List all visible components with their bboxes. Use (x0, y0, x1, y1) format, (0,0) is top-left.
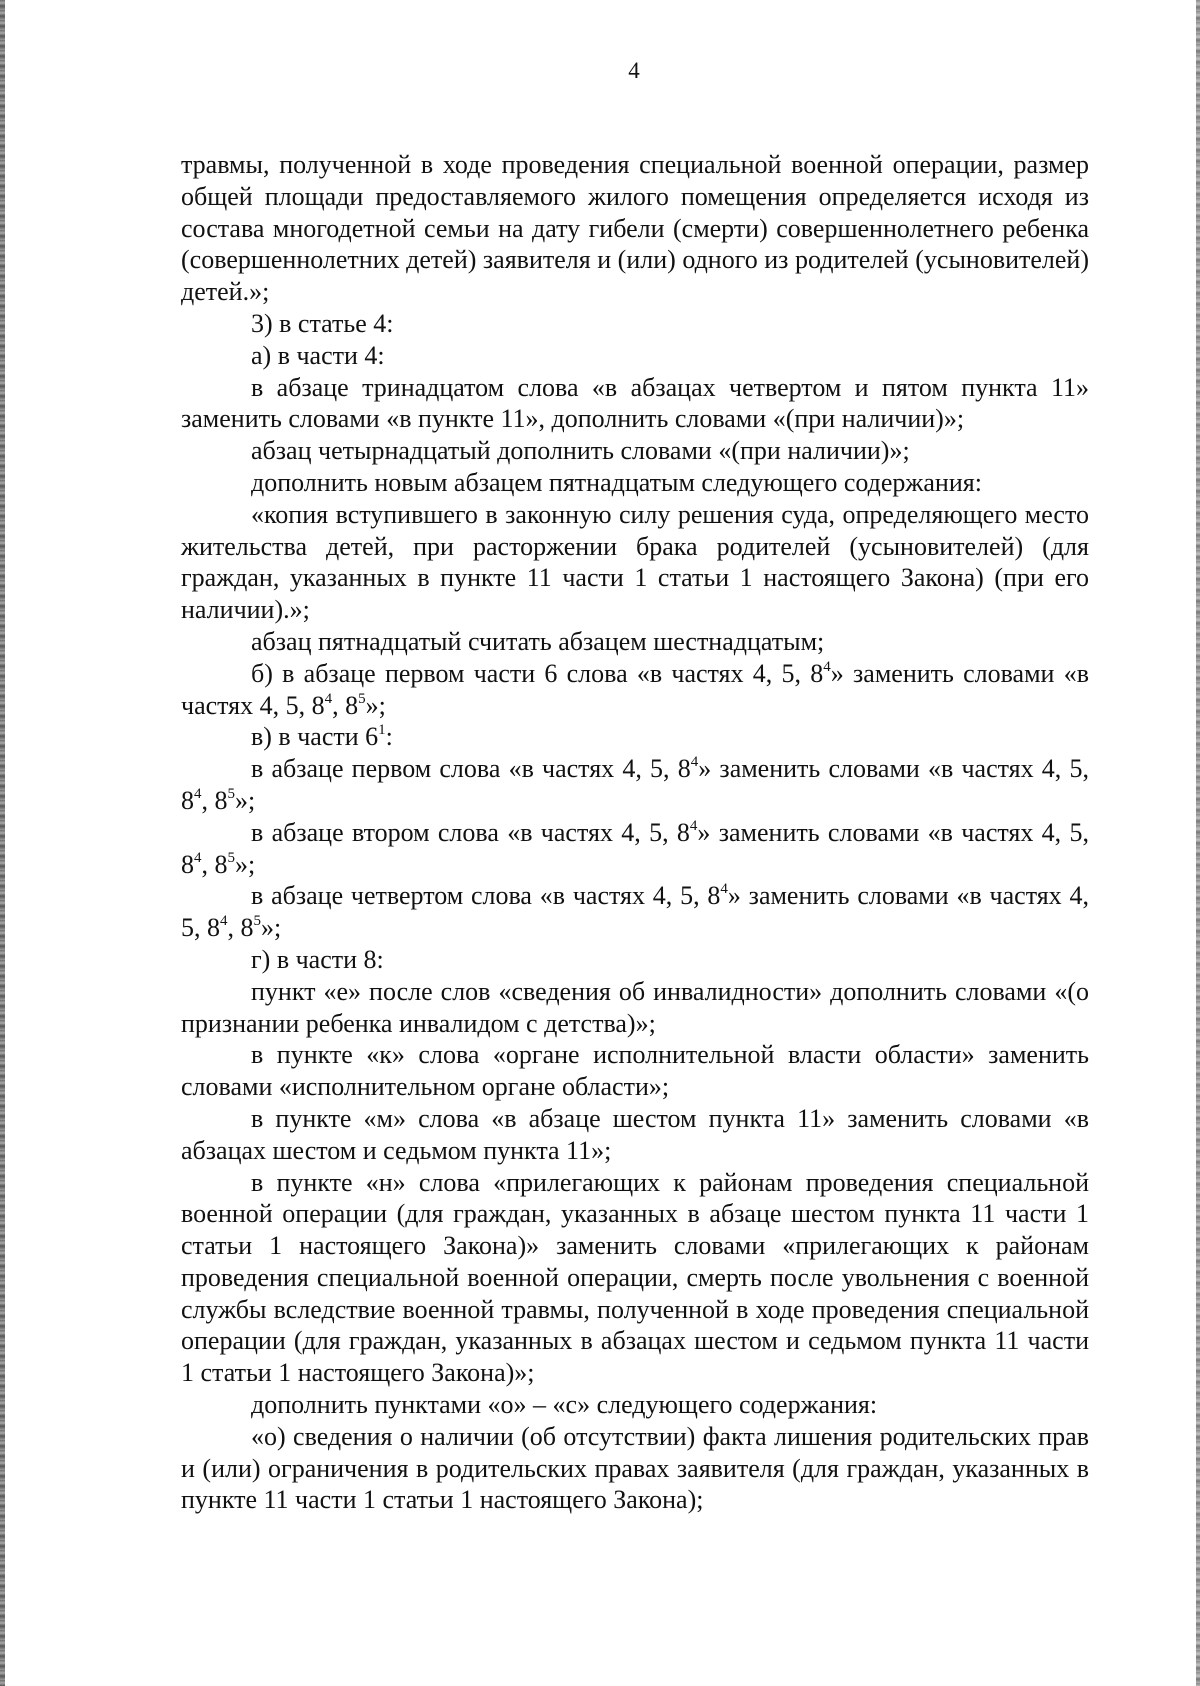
paragraph-with-superscripts (181, 753, 1089, 817)
paragraph-with-superscripts (181, 880, 1089, 944)
paragraph: в абзаце тринадцатом слова «в абзацах четвертом и пятом пункта 11» заменить словами «в пункте 11», дополнить словами «(при наличии)»; (181, 372, 1089, 434)
paragraph-with-superscripts (181, 817, 1089, 881)
page-text (181, 149, 1089, 1516)
page-number: 4 (628, 58, 640, 83)
text-segment: , 8 (201, 849, 228, 879)
superscript: 4 (194, 785, 202, 802)
superscript: 4 (194, 849, 202, 866)
paragraph: «копия вступившего в законную силу решения суда, определяющего место жительства детей, при расторжении брака родителей (усыновителей) (для граждан, указанных в пункте 11 части 1 статьи 1 настоящего Закона) (при его наличии).»; (181, 499, 1089, 625)
superscript: 1 (378, 722, 386, 739)
text-segment: »; (235, 785, 256, 815)
superscript: 5 (358, 690, 366, 707)
scan-edge-right (1196, 0, 1200, 1686)
paragraph: а) в части 4: (251, 340, 385, 370)
superscript: 4 (823, 658, 831, 675)
paragraph: 3) в статье 4: (251, 308, 394, 338)
text-segment: , 8 (227, 913, 254, 943)
paragraph-with-superscripts (181, 658, 1089, 722)
paragraph: в пункте «м» слова «в абзаце шестом пункта 11» заменить словами «в абзацах шестом и седьмом пункта 11»; (181, 1103, 1089, 1165)
text-segment: в абзаце втором слова «в частях 4, 5, 8 (251, 817, 690, 847)
paragraph: дополнить новым абзацем пятнадцатым следующего содержания: (251, 467, 982, 497)
paragraph: в пункте «н» слова «прилегающих к районам проведения специальной военной операции (для граждан, указанных в абзаце шестом пункта 11 части 1 статьи 1 настоящего Закона)» заменить словами «прилегающих к районам проведения специальной военной операции, смерть после увольнения с военной службы вследствие военной травмы, полученной в ходе проведения специальной операции (для граждан, указанных в абзацах шестом и седьмом пункта 11 части 1 статьи 1 настоящего Закона)»; (181, 1167, 1089, 1388)
text-segment: » заменить словами «в частях 4, 5, 8 (181, 881, 1089, 943)
text-segment: б) в абзаце первом части 6 слова «в частях 4, 5, 8 (251, 658, 824, 688)
text-segment: в) в части 6 (251, 722, 379, 752)
superscript: 4 (689, 817, 698, 834)
paragraph-with-superscripts (181, 721, 1089, 753)
text-segment: » заменить словами «в частях 4, 5, 8 (181, 817, 1089, 879)
text-segment: : (385, 722, 393, 752)
paragraph: абзац четырнадцатый дополнить словами «(при наличии)»; (251, 436, 910, 466)
superscript: 5 (227, 849, 235, 866)
text-segment: в абзаце четвертом слова «в частях 4, 5, 8 (251, 881, 721, 911)
paragraph: в пункте «к» слова «органе исполнительной власти области» заменить словами «исполнительном органе области»; (181, 1040, 1089, 1102)
superscript: 5 (227, 785, 235, 802)
superscript: 4 (324, 690, 333, 707)
superscript: 4 (690, 754, 699, 771)
superscript: 5 (253, 913, 261, 930)
text-segment: в абзаце первом слова «в частях 4, 5, 8 (251, 754, 691, 784)
paragraph: абзац пятнадцатый считать абзацем шестнадцатым; (251, 626, 825, 656)
superscript: 4 (220, 913, 228, 930)
text-segment: »; (261, 913, 282, 943)
paragraph: травмы, полученной в ходе проведения специальной военной операции, размер общей площади предоставляемого жилого помещения определяется исходя из состава многодетной семьи на дату гибели (смерти) совершеннолетнего ребенка (совершеннолетних детей) заявителя и (или) одного из родителей (усыновителей) детей.»; (181, 150, 1089, 307)
paragraph: г) в части 8: (251, 944, 384, 974)
text-segment: , 8 (201, 785, 228, 815)
paragraph: дополнить пунктами «о» – «с» следующего содержания: (251, 1390, 878, 1420)
paragraph: пункт «е» после слов «сведения об инвалидности» дополнить словами «(о признании ребенка инвалидом с детства)»; (181, 976, 1089, 1038)
text-segment: » заменить словами «в частях 4, 5, 8 (181, 658, 1089, 720)
text-segment: , 8 (332, 690, 359, 720)
paragraph: «о) сведения о наличии (об отсутствии) факта лишения родительских прав и (или) ограничения в родительских правах заявителя (для граждан, указанных в пункте 11 части 1 статьи 1 настоящего Закона); (181, 1421, 1089, 1515)
text-segment: » заменить словами «в частях 4, 5, 8 (181, 754, 1089, 815)
superscript: 4 (720, 881, 728, 898)
scan-edge-left (0, 0, 5, 1686)
text-segment: »; (235, 849, 256, 879)
text-segment: »; (365, 690, 386, 720)
